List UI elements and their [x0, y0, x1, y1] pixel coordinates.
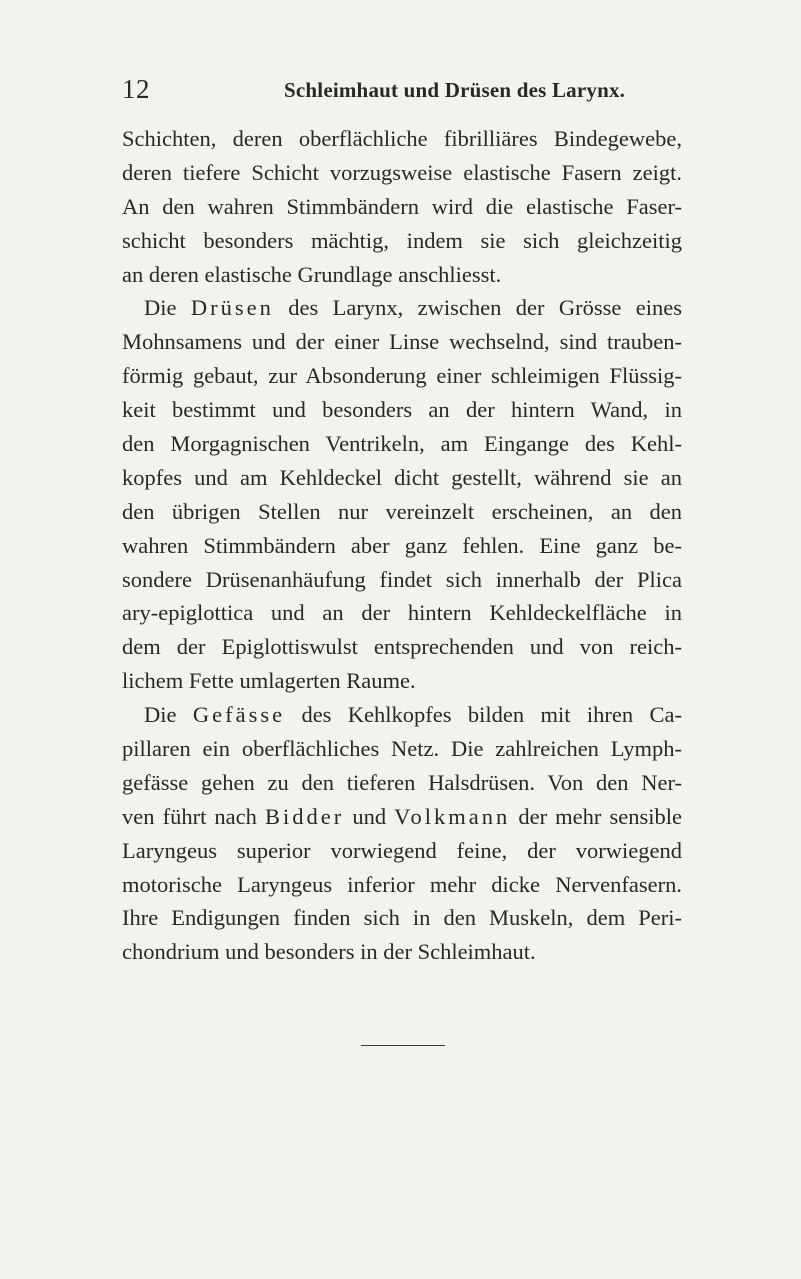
- text-line: an deren elastische Grundlage anschliesst.: [122, 261, 502, 287]
- section-divider-rule: [361, 1045, 445, 1046]
- running-head-title: Schleimhaut und Drüsen des Larynx.: [284, 78, 626, 102]
- text-line: den Morgagnischen Ventrikeln, am Eingange des Kehl-: [122, 431, 682, 457]
- text-line: den übrigen Stellen nur vereinzelt erscheinen, an den: [122, 498, 682, 524]
- text-line: chondrium und besonders in der Schleimhaut.: [122, 939, 536, 965]
- text-fragment: ven führt nach: [122, 803, 265, 829]
- paragraph-first-line: [122, 291, 682, 325]
- text-line: Laryngeus superior vorwiegend feine, der vorwiegend: [122, 837, 682, 863]
- text-line: pillaren ein oberflächliches Netz. Die zahlreichen Lymph-: [122, 736, 682, 762]
- text-line: motorische Laryngeus inferior mehr dicke Nervenfasern.: [122, 871, 682, 897]
- text-fragment: des Kehlkopfes bilden mit ihren Ca-: [285, 702, 682, 728]
- spaced-term: Drüsen: [190, 295, 274, 321]
- text-line: lichem Fette umlagerten Raume.: [122, 668, 416, 694]
- text-fragment: der mehr sensible: [510, 803, 682, 829]
- text-fragment: Die: [144, 702, 193, 728]
- text-line: gefässe gehen zu den tieferen Halsdrüsen. Von den Ner-: [122, 769, 682, 795]
- text-line: kopfes und am Kehldeckel dicht gestellt, während sie an: [122, 464, 682, 490]
- text-line: sondere Drüsenanhäufung findet sich innerhalb der Plica: [122, 566, 682, 592]
- running-head: [122, 74, 682, 108]
- text-fragment: und: [344, 803, 395, 829]
- text-line: Ihre Endigungen finden sich in den Muskeln, dem Peri-: [122, 905, 682, 931]
- text-line: förmig gebaut, zur Absonderung einer schleimigen Flüssig-: [122, 363, 682, 389]
- text-line: deren tiefere Schicht vorzugsweise elastische Fasern zeigt.: [122, 159, 682, 185]
- page-number: 12: [122, 74, 150, 104]
- text-line: Mohnsamens und der einer Linse wechselnd, sind trauben-: [122, 329, 682, 355]
- spaced-name: Volkmann: [394, 803, 511, 829]
- paragraph-first-line: [122, 698, 682, 732]
- text-line: schicht besonders mächtig, indem sie sich gleichzeitig: [122, 227, 682, 253]
- text-line: An den wahren Stimmbändern wird die elastische Faser-: [122, 193, 682, 219]
- text-fragment: des Larynx, zwischen der Grösse eines: [273, 295, 682, 321]
- body-text: [122, 122, 682, 969]
- text-line: Schichten, deren oberflächliche fibrilliäres Bindegewebe,: [122, 126, 682, 151]
- text-line: keit bestimmt und besonders an der hintern Wand, in: [122, 397, 682, 423]
- text-fragment: Die: [144, 295, 191, 321]
- spaced-term: Gefässe: [192, 702, 286, 728]
- text-line: dem der Epiglottiswulst entsprechenden und von reich-: [122, 634, 682, 660]
- spaced-name: Bidder: [264, 803, 345, 829]
- text-line: wahren Stimmbändern aber ganz fehlen. Eine ganz be-: [122, 532, 682, 558]
- text-line: [122, 800, 682, 834]
- text-line: ary-epiglottica und an der hintern Kehldeckelfläche in: [122, 600, 682, 626]
